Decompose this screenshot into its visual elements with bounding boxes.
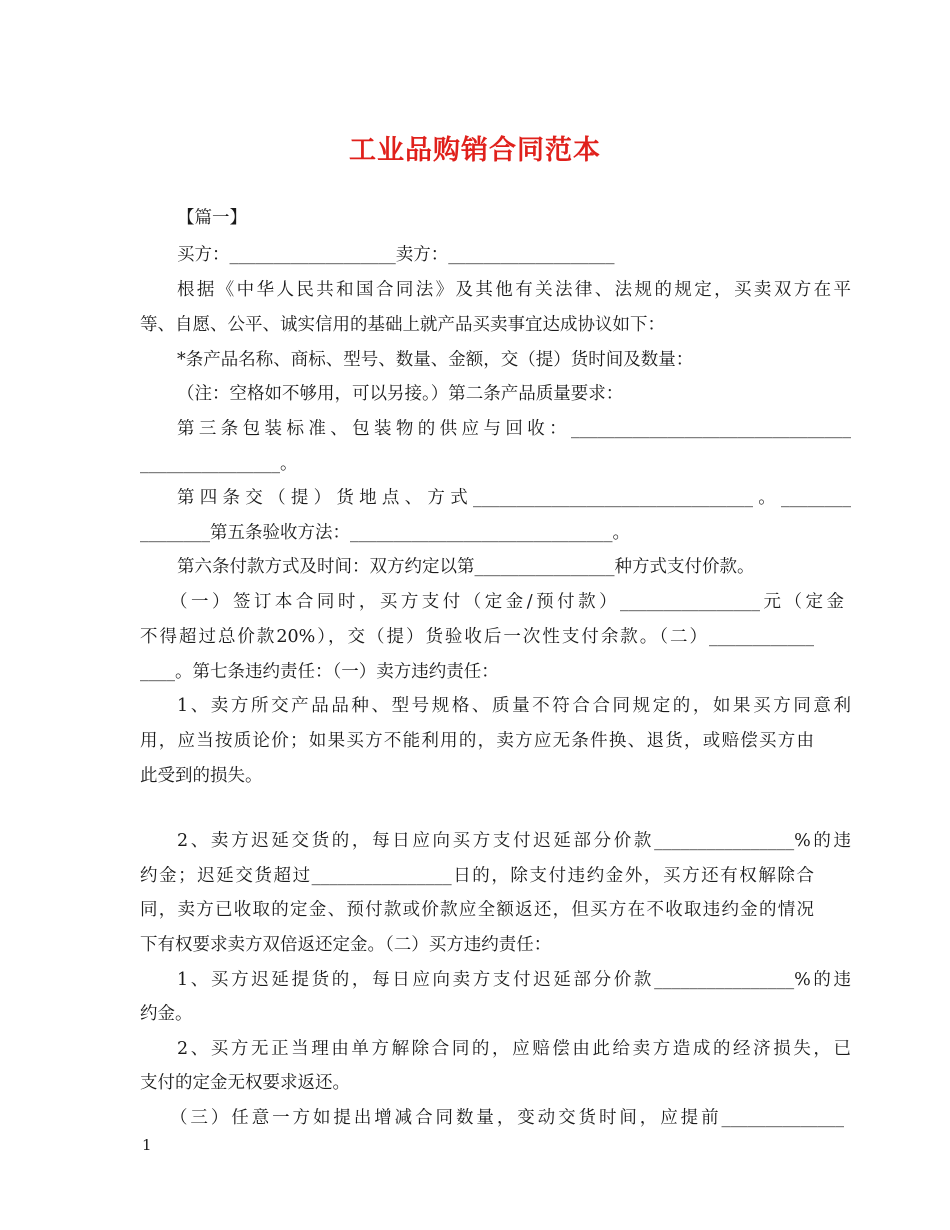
clause-line: ________________。 <box>140 454 298 474</box>
paragraph-line: 根据《中华人民共和国合同法》及其他有关法律、法规的规定，买卖双方在平 <box>177 280 851 300</box>
clause-line: 1、卖方所交产品品种、型号规格、质量不符合合同规定的，如果买方同意利 <box>177 696 851 716</box>
clause-line: 支付的定金无权要求返还。 <box>140 1073 350 1093</box>
clause-line: 此受到的损失。 <box>140 766 263 786</box>
clause-line: 1、买方迟延提货的，每日应向卖方支付迟延部分价款________________%的违 <box>177 970 851 990</box>
clause-line: 不得超过总价款20%），交（提）货验收后一次性支付余款。（二）____________ <box>140 627 814 647</box>
section-heading: 【篇一】 <box>177 208 247 228</box>
clause-line: 第三条包装标准、包装物的供应与回收：________________________________ <box>177 419 851 439</box>
clause-line: *条产品名称、商标、型号、数量、金额，交（提）货时间及数量： <box>177 350 694 370</box>
parties-line: 买方：___________________卖方：___________________ <box>177 245 615 265</box>
clause-line: ________第五条验收方法：______________________________。 <box>140 523 630 543</box>
clause-line: 约金；迟延交货超过________________日的，除支付违约金外，买方还有权解除合 <box>140 866 814 886</box>
clause-line: （注：空格如不够用，可以另接。）第二条产品质量要求： <box>177 384 624 404</box>
clause-line: 第四条交（提）货地点、方式________________________________。________ <box>177 488 851 508</box>
clause-line: 约金。 <box>140 1004 193 1024</box>
clause-line: （一）签订本合同时，买方支付（定金/预付款）________________元（定金 <box>170 592 844 612</box>
clause-line: ____。第七条违约责任：（一）卖方违约责任： <box>140 662 499 682</box>
clause-line: 同，卖方已收取的定金、预付款或价款应全额返还，但买方在不收取违约金的情况 <box>140 900 814 920</box>
page-number: 1 <box>142 1136 152 1154</box>
clause-line: 用，应当按质论价；如果买方不能利用的，卖方应无条件换、退货，或赔偿买方由 <box>140 731 814 751</box>
clause-line: （三）任意一方如提出增减合同数量，变动交货时间，应提前______________ <box>170 1108 844 1128</box>
paragraph-line: 等、自愿、公平、诚实信用的基础上就产品买卖事宜达成协议如下： <box>140 315 665 335</box>
clause-line: 下有权要求卖方双倍返还定金。（二）买方违约责任： <box>140 935 552 955</box>
document-title: 工业品购销合同范本 <box>349 135 601 166</box>
clause-line: 2、卖方迟延交货的，每日应向买方支付迟延部分价款________________%的违 <box>177 831 851 851</box>
clause-line: 2、买方无正当理由单方解除合同的，应赔偿由此给卖方造成的经济损失，已 <box>177 1039 851 1059</box>
clause-line: 第六条付款方式及时间：双方约定以第________________种方式支付价款。 <box>177 557 755 577</box>
